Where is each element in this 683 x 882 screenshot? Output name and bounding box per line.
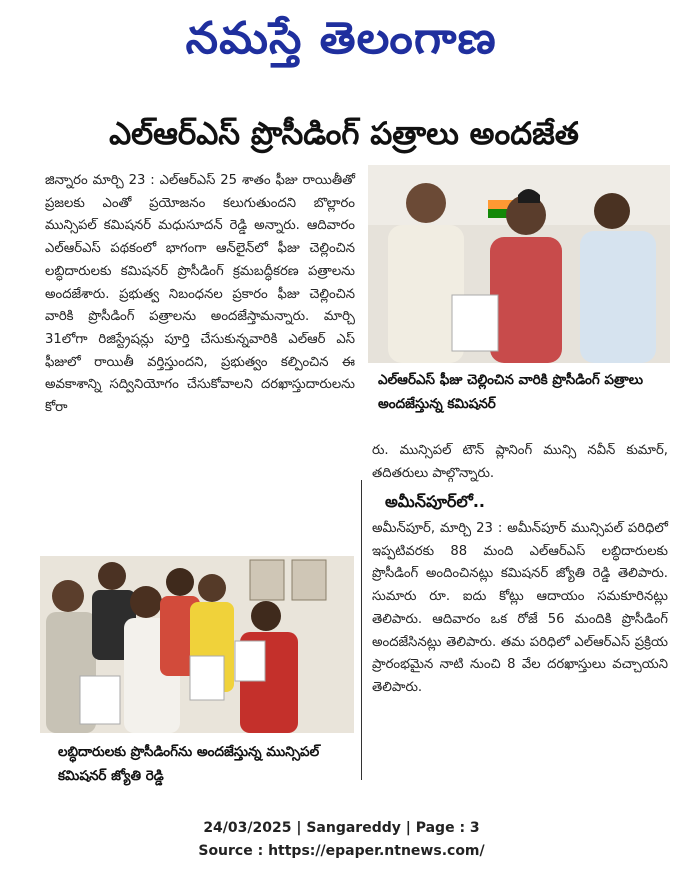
right-column-bottom-text (372, 518, 668, 700)
photo-beneficiaries-illustration (40, 556, 354, 733)
left-column-text (45, 170, 355, 420)
caption-bottom: లబ్ధిదారులకు ప్రొసీడింగ్‌ను అందజేస్తున్న మున్సిపల్ కమిషనర్ జ్యోతి రెడ్డి (58, 744, 320, 784)
caption-top: ఎల్‌ఆర్‌ఎస్ ఫీజు చెల్లించిన వారికి ప్రొసీడింగ్ పత్రాలు అందజేస్తున్న కమిషనర్ (378, 372, 644, 412)
subheading-ameenpur: అమీన్‌పూర్‌లో.. (385, 492, 486, 511)
column-divider (361, 480, 362, 780)
footer-source: Source : https://epaper.ntnews.com/ (198, 843, 485, 859)
masthead (0, 4, 683, 74)
right-column-bottom-paragraph: అమీన్‌పూర్, మార్చి 23 : అమీన్‌పూర్ మున్సిపల్ పరిధిలో ఇప్పటివరకు 88 మంది ఎల్‌ఆర్‌ఎస్ లబ్ధిదారులకు ప్రొసీడింగ్ అందించినట్లు కమిషనర్ జ్యోతి రెడ్డి తెలిపారు. సుమారు రూ. ఐదు కోట్లు ఆదాయం సమకూరినట్లు తెలిపారు. ఆదివారం ఒక రోజే 56 మందికి ప్రొసీడింగ్ అందజేసినట్లు తెలిపారు. తమ పరిధిలో ఎల్‌ఆర్‌ఎస్ ప్రక్రియ ప్రారంభమైన నాటి నుంచి 8 వేల దరఖాస్తులు వచ్చాయని తెలిపారు. (372, 521, 668, 695)
left-column-paragraph: జిన్నారం మార్చి 23 : ఎల్‌ఆర్‌ఎస్ 25 శాతం ఫీజు రాయితీతో ప్రజలకు ఎంతో ప్రయోజనం కలుగుతుందని బొల్లారం మున్సిపల్ కమిషనర్ మధుసూదన్ రెడ్డి అన్నారు. ఆదివారం ఎల్‌ఆర్‌ఎస్ పథకంలో భాగంగా ఆన్‌లైన్‌లో ఫీజు చెల్లించిన లబ్ధిదారులకు కమిషనర్ ప్రొసీడింగ్ క్రమబద్ధీకరణ పత్రాలను అందజేశారు. ప్రభుత్వ నిబంధనల ప్రకారం ఫీజు చెల్లించిన వారికి ప్రొసీడింగ్ పత్రాలను అందజేస్తామన్నారు. మార్చి 31లోగా రిజిస్ట్రేషన్లు పూర్తి చేసుకున్నవారికి ఎల్‌ఆర్ ఎస్ ఫీజులో రాయితీ వర్తిస్తుందని, ప్రభుత్వం కల్పించిన ఈ అవకాశాన్ని సద్వినియోగం చేసుకోవాలని దరఖాస్తుదారులను కోరా (45, 173, 355, 416)
footer-date-edition: 24/03/2025 | Sangareddy | Page : 3 (203, 820, 480, 836)
photo-commissioner-handover (368, 165, 670, 363)
photo-beneficiaries-handover (40, 556, 354, 733)
photo-commissioner-illustration (368, 165, 670, 363)
right-column-top-paragraph: రు. మున్సిపల్ టౌన్ ప్లానింగ్ మున్సి నవీన్ కుమార్, తదితరులు పాల్గొన్నారు. (372, 443, 668, 481)
article-headline: ఎల్‌ఆర్‌ఎస్ ప్రొసీడింగ్ పత్రాలు అందజేత (109, 116, 579, 152)
right-column-top-text (372, 440, 668, 485)
masthead-title: నమస్తే తెలంగాణ (185, 13, 498, 64)
